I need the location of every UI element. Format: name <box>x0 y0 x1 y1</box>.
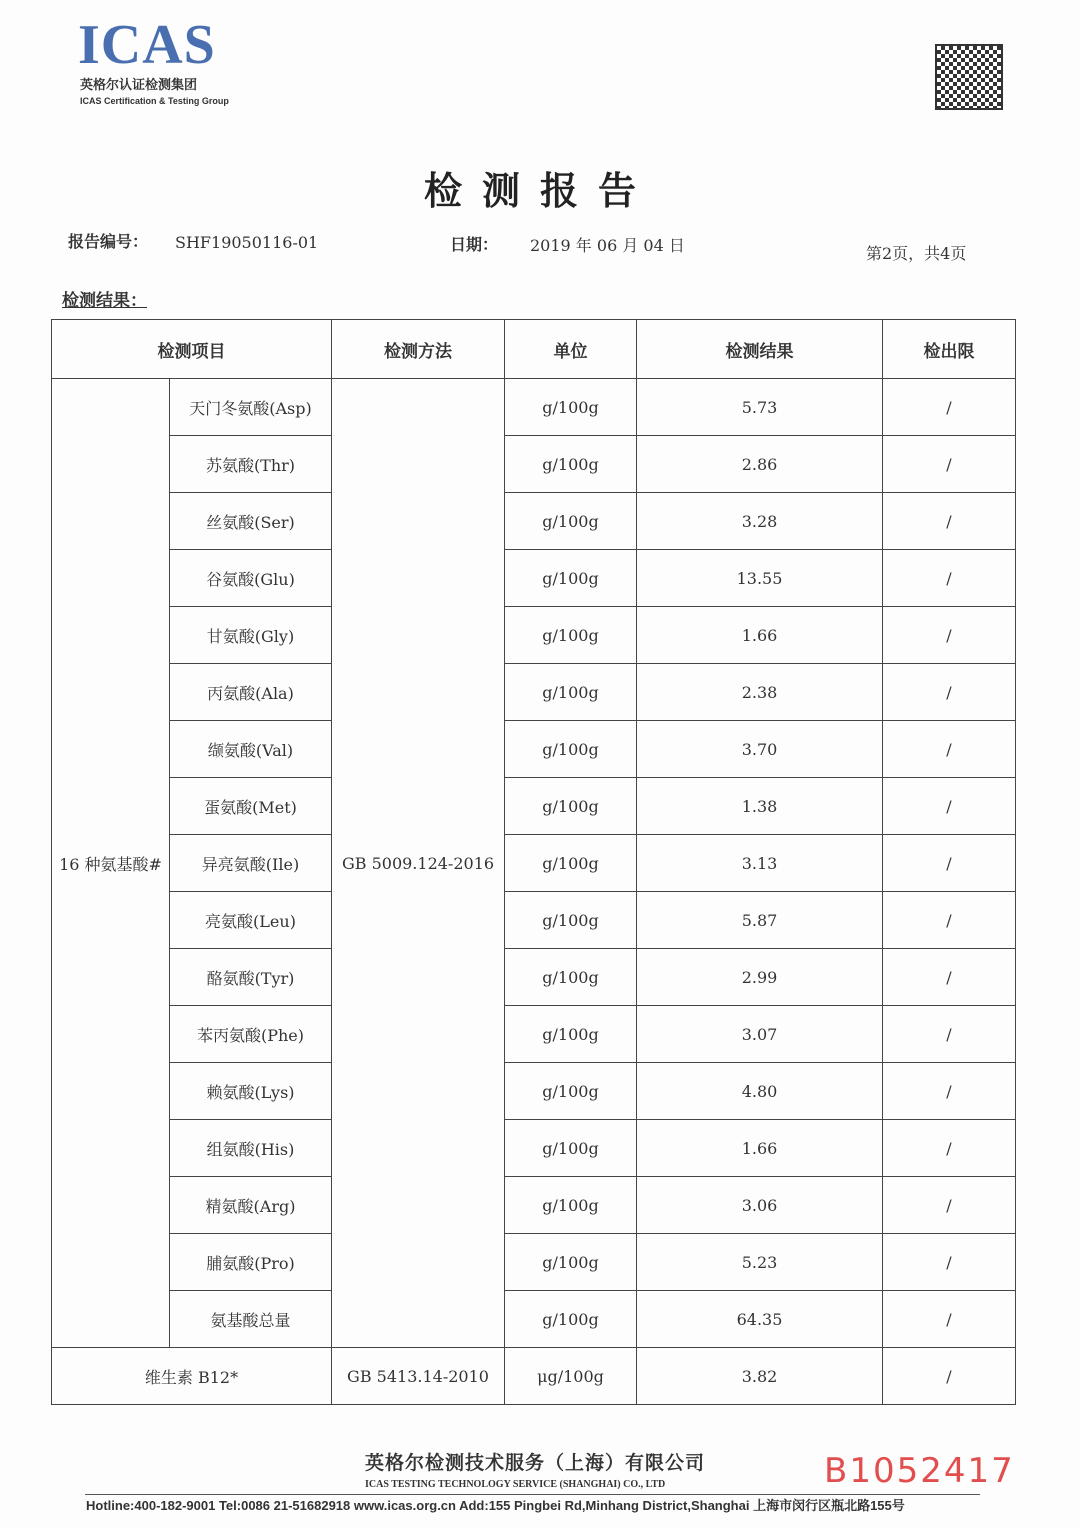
company-name-en: ICAS TESTING TECHNOLOGY SERVICE (SHANGHAI) CO., LTD <box>365 1479 666 1490</box>
table-row <box>52 835 1016 892</box>
limit-cell: / <box>883 1120 1016 1177</box>
report-no: SHF19050116-01 <box>175 233 319 252</box>
section-heading: 检测结果： <box>62 291 147 311</box>
item-cell: 酪氨酸(Tyr) <box>170 949 332 1006</box>
group-label: 16 种氨基酸# <box>52 379 170 1348</box>
item-cell: 谷氨酸(Glu) <box>170 550 332 607</box>
item-cell: 蛋氨酸(Met) <box>170 778 332 835</box>
item-cell: 赖氨酸(Lys) <box>170 1063 332 1120</box>
result-cell: 4.80 <box>637 1063 883 1120</box>
report-no-label: 报告编号： <box>68 232 149 251</box>
item-cell: 甘氨酸(Gly) <box>170 607 332 664</box>
unit-cell: g/100g <box>505 607 637 664</box>
limit-cell: / <box>883 1177 1016 1234</box>
header-unit: 单位 <box>505 320 637 379</box>
result-cell: 3.70 <box>637 721 883 778</box>
header-item: 检测项目 <box>52 320 332 379</box>
result-cell: 1.66 <box>637 607 883 664</box>
limit-cell: / <box>883 379 1016 436</box>
table-row <box>52 436 1016 493</box>
item-cell: 维生素 B12* <box>52 1348 332 1405</box>
table-row <box>52 1177 1016 1234</box>
result-cell: 3.07 <box>637 1006 883 1063</box>
result-cell: 5.73 <box>637 379 883 436</box>
table-row <box>52 1006 1016 1063</box>
item-cell: 丙氨酸(Ala) <box>170 664 332 721</box>
limit-cell: / <box>883 550 1016 607</box>
limit-cell: / <box>883 721 1016 778</box>
table-row <box>52 550 1016 607</box>
unit-cell: g/100g <box>505 835 637 892</box>
header-result: 检测结果 <box>637 320 883 379</box>
item-cell: 苏氨酸(Thr) <box>170 436 332 493</box>
header-limit: 检出限 <box>883 320 1016 379</box>
page-number: 第2页，共4页 <box>866 244 967 263</box>
result-cell: 1.66 <box>637 1120 883 1177</box>
page-title: 检测报告 <box>423 169 656 213</box>
unit-cell: g/100g <box>505 892 637 949</box>
table-row <box>52 1291 1016 1348</box>
unit-cell: g/100g <box>505 550 637 607</box>
item-cell: 精氨酸(Arg) <box>170 1177 332 1234</box>
limit-cell: / <box>883 835 1016 892</box>
table-row <box>52 949 1016 1006</box>
table-header <box>52 320 1016 379</box>
limit-cell: / <box>883 778 1016 835</box>
item-cell: 异亮氨酸(Ile) <box>170 835 332 892</box>
table-row <box>52 892 1016 949</box>
unit-cell: μg/100g <box>505 1348 637 1405</box>
table-row <box>52 664 1016 721</box>
footer-divider <box>85 1494 980 1495</box>
unit-cell: g/100g <box>505 1006 637 1063</box>
item-cell: 脯氨酸(Pro) <box>170 1234 332 1291</box>
result-cell: 13.55 <box>637 550 883 607</box>
unit-cell: g/100g <box>505 1177 637 1234</box>
item-cell: 组氨酸(His) <box>170 1120 332 1177</box>
limit-cell: / <box>883 1348 1016 1405</box>
icas-logo: ICAS <box>78 14 216 76</box>
limit-cell: / <box>883 436 1016 493</box>
result-cell: 3.82 <box>637 1348 883 1405</box>
result-cell: 64.35 <box>637 1291 883 1348</box>
result-cell: 2.86 <box>637 436 883 493</box>
unit-cell: g/100g <box>505 1120 637 1177</box>
logo-cn-text: 英格尔认证检测集团 <box>80 78 198 93</box>
unit-cell: g/100g <box>505 1063 637 1120</box>
result-cell: 2.38 <box>637 664 883 721</box>
item-cell: 氨基酸总量 <box>170 1291 332 1348</box>
table-row <box>52 379 1016 436</box>
unit-cell: g/100g <box>505 949 637 1006</box>
limit-cell: / <box>883 949 1016 1006</box>
table-row <box>52 1063 1016 1120</box>
unit-cell: g/100g <box>505 1291 637 1348</box>
result-cell: 3.13 <box>637 835 883 892</box>
limit-cell: / <box>883 493 1016 550</box>
limit-cell: / <box>883 664 1016 721</box>
result-cell: 2.99 <box>637 949 883 1006</box>
item-cell: 亮氨酸(Leu) <box>170 892 332 949</box>
header-method: 检测方法 <box>332 320 505 379</box>
table-row <box>52 607 1016 664</box>
table-row <box>52 1348 1016 1405</box>
item-cell: 天门冬氨酸(Asp) <box>170 379 332 436</box>
method-cell: GB 5413.14-2010 <box>332 1348 505 1405</box>
table-row <box>52 493 1016 550</box>
serial-number: B1052417 <box>824 1451 1015 1491</box>
unit-cell: g/100g <box>505 436 637 493</box>
results-table <box>51 319 1016 1405</box>
result-cell: 3.28 <box>637 493 883 550</box>
unit-cell: g/100g <box>505 721 637 778</box>
unit-cell: g/100g <box>505 1234 637 1291</box>
result-cell: 3.06 <box>637 1177 883 1234</box>
company-name-cn: 英格尔检测技术服务（上海）有限公司 <box>365 1452 706 1474</box>
unit-cell: g/100g <box>505 664 637 721</box>
limit-cell: / <box>883 1291 1016 1348</box>
table-row <box>52 1234 1016 1291</box>
result-cell: 5.23 <box>637 1234 883 1291</box>
table-row <box>52 721 1016 778</box>
unit-cell: g/100g <box>505 778 637 835</box>
limit-cell: / <box>883 1006 1016 1063</box>
limit-cell: / <box>883 1234 1016 1291</box>
result-cell: 5.87 <box>637 892 883 949</box>
limit-cell: / <box>883 892 1016 949</box>
limit-cell: / <box>883 1063 1016 1120</box>
table-row <box>52 1120 1016 1177</box>
limit-cell: / <box>883 607 1016 664</box>
item-cell: 苯丙氨酸(Phe) <box>170 1006 332 1063</box>
logo-en-text: ICAS Certification & Testing Group <box>80 96 229 106</box>
result-cell: 1.38 <box>637 778 883 835</box>
unit-cell: g/100g <box>505 379 637 436</box>
qr-code-icon <box>935 44 1003 110</box>
table-row <box>52 778 1016 835</box>
report-date: 2019 年 06 月 04 日 <box>530 236 685 255</box>
date-label: 日期： <box>450 235 499 254</box>
item-cell: 丝氨酸(Ser) <box>170 493 332 550</box>
group-method: GB 5009.124-2016 <box>332 379 505 1348</box>
item-cell: 缬氨酸(Val) <box>170 721 332 778</box>
contact-info: Hotline:400-182-9001 Tel:0086 21-51682918 www.icas.org.cn Add:155 Pingbei Rd,Minhang District,Shanghai 上海市闵行区瓶北路155号 <box>86 1498 905 1513</box>
unit-cell: g/100g <box>505 493 637 550</box>
